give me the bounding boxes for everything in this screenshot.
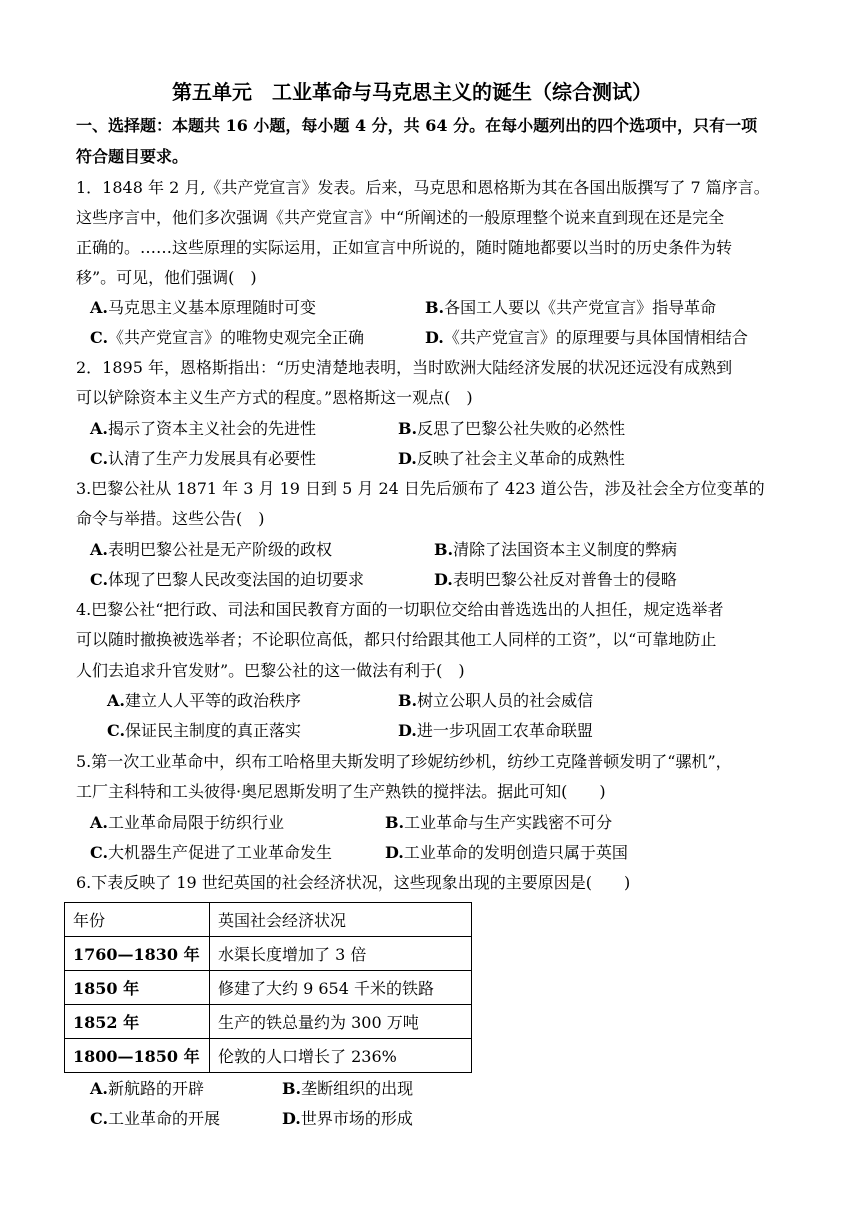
data-table bbox=[64, 902, 472, 1073]
option-c[interactable]: C.工业革命的开展 bbox=[90, 1109, 221, 1128]
question-text-line: 4.巴黎公社“把行政、司法和国民教育方面的一切职位交给由普选选出的人担任，规定选举者 bbox=[76, 600, 724, 619]
option-d[interactable]: D.进一步巩固工农革命联盟 bbox=[398, 721, 593, 740]
option-a[interactable]: A.新航路的开辟 bbox=[90, 1079, 204, 1098]
table-row bbox=[65, 1039, 472, 1073]
question-text-line: 命令与举措。这些公告( ) bbox=[76, 509, 265, 528]
option-a[interactable]: A.建立人人平等的政治秩序 bbox=[107, 691, 301, 710]
option-d[interactable]: D.工业革命的发明创造只属于英国 bbox=[385, 843, 628, 862]
option-d[interactable]: D.世界市场的形成 bbox=[282, 1109, 413, 1128]
option-b[interactable]: B.垄断组织的出现 bbox=[282, 1079, 414, 1098]
section-instruction-line-1: 一、选择题：本题共 16 小题，每小题 4 分，共 64 分。在每小题列出的四个选项中，只有一项 bbox=[76, 116, 758, 135]
option-b[interactable]: B.各国工人要以《共产党宣言》指导革命 bbox=[425, 298, 717, 317]
page-title: 第五单元 工业革命与马克思主义的诞生（综合测试） bbox=[172, 80, 652, 104]
table-row bbox=[65, 937, 472, 971]
table-cell: 修建了大约 9 654 千米的铁路 bbox=[210, 971, 472, 1005]
option-c[interactable]: C.认清了生产力发展具有必要性 bbox=[90, 449, 317, 468]
question-text-line: 6.下表反映了 19 世纪英国的社会经济状况，这些现象出现的主要原因是( ) bbox=[76, 873, 631, 892]
question-text-line: 这些序言中，他们多次强调《共产党宣言》中“所阐述的一般原理整个说来直到现在还是完全 bbox=[76, 208, 725, 227]
option-c[interactable]: C.体现了巴黎人民改变法国的迫切要求 bbox=[90, 570, 365, 589]
question-text-line: 正确的。……这些原理的实际运用，正如宣言中所说的，随时随地都要以当时的历史条件为转 bbox=[76, 238, 733, 257]
option-c[interactable]: C.保证民主制度的真正落实 bbox=[107, 721, 302, 740]
table-cell: 伦敦的人口增长了 236% bbox=[210, 1039, 472, 1073]
table-header-row bbox=[65, 903, 472, 937]
option-d[interactable]: D.表明巴黎公社反对普鲁士的侵略 bbox=[434, 570, 677, 589]
table-cell: 1800—1850 年 bbox=[65, 1039, 210, 1073]
question-text-line: 可以随时撤换被选举者；不论职位高低，都只付给跟其他工人同样的工资”，以“可靠地防止 bbox=[76, 630, 717, 649]
table-cell: 水渠长度增加了 3 倍 bbox=[210, 937, 472, 971]
table-row bbox=[65, 1005, 472, 1039]
option-b[interactable]: B.反思了巴黎公社失败的必然性 bbox=[398, 419, 626, 438]
option-a[interactable]: A.表明巴黎公社是无产阶级的政权 bbox=[90, 540, 332, 559]
option-b[interactable]: B.清除了法国资本主义制度的弊病 bbox=[434, 540, 678, 559]
section-instruction-line-2: 符合题目要求。 bbox=[76, 147, 189, 166]
option-b[interactable]: B.工业革命与生产实践密不可分 bbox=[385, 813, 613, 832]
option-c[interactable]: C.大机器生产促进了工业革命发生 bbox=[90, 843, 333, 862]
question-text-line: 2．1895 年，恩格斯指出：“历史清楚地表明，当时欧洲大陆经济发展的状况还远没有成熟到 bbox=[76, 358, 733, 377]
question-text-line: 1．1848 年 2 月,《共产党宣言》发表。后来，马克思和恩格斯为其在各国出版撰写了 7 篇序言。 bbox=[76, 178, 770, 197]
table-row bbox=[65, 971, 472, 1005]
option-a[interactable]: A.马克思主义基本原理随时可变 bbox=[90, 298, 316, 317]
table-header-cell: 年份 bbox=[65, 903, 210, 937]
table-cell: 1852 年 bbox=[65, 1005, 210, 1039]
question-text-line: 人们去追求升官发财”。巴黎公社的这一做法有利于( ) bbox=[76, 661, 465, 680]
question-text-line: 3.巴黎公社从 1871 年 3 月 19 日到 5 月 24 日先后颁布了 423 道公告，涉及社会全方位变革的 bbox=[76, 479, 765, 498]
option-a[interactable]: A.揭示了资本主义社会的先进性 bbox=[90, 419, 316, 438]
question-text-line: 移”。可见，他们强调( ) bbox=[76, 268, 257, 287]
option-b[interactable]: B.树立公职人员的社会威信 bbox=[398, 691, 594, 710]
question-text-line: 工厂主科特和工头彼得·奥尼恩斯发明了生产熟铁的搅拌法。据此可知( ) bbox=[76, 782, 606, 801]
question-text-line: 5.第一次工业革命中，织布工哈格里夫斯发明了珍妮纺纱机，纺纱工克隆普顿发明了“骡机”， bbox=[76, 752, 732, 771]
option-c[interactable]: C.《共产党宣言》的唯物史观完全正确 bbox=[90, 328, 365, 347]
table-header-cell: 英国社会经济状况 bbox=[210, 903, 472, 937]
question-text-line: 可以铲除资本主义生产方式的程度。”恩格斯这一观点( ) bbox=[76, 388, 473, 407]
option-a[interactable]: A.工业革命局限于纺织行业 bbox=[90, 813, 284, 832]
option-d[interactable]: D.反映了社会主义革命的成熟性 bbox=[398, 449, 625, 468]
table-cell: 1850 年 bbox=[65, 971, 210, 1005]
table-cell: 生产的铁总量约为 300 万吨 bbox=[210, 1005, 472, 1039]
table-cell: 1760—1830 年 bbox=[65, 937, 210, 971]
option-d[interactable]: D.《共产党宣言》的原理要与具体国情相结合 bbox=[425, 328, 748, 347]
